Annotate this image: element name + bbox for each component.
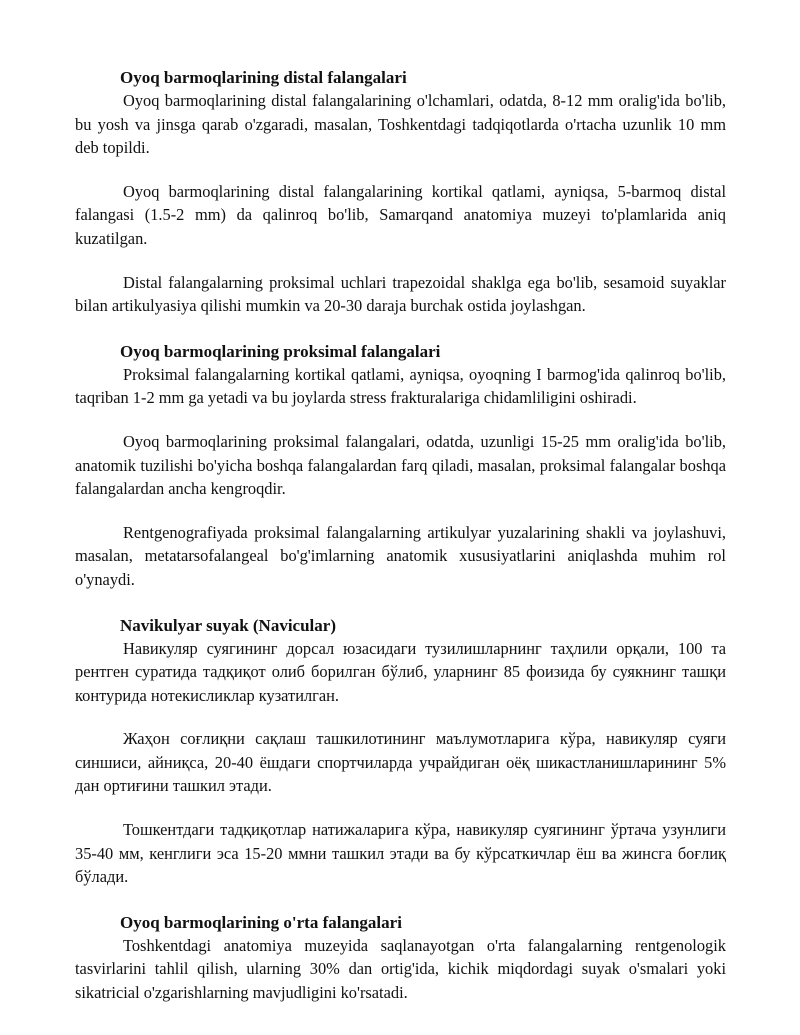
section-heading-distal: Oyoq barmoqlarining distal falangalari	[120, 68, 407, 87]
paragraph: Тошкентдаги тадқиқотлар натижаларига кўра, навикуляр суягининг ўртача узунлиги 35-40 мм, кенглиги эса 15-20 ммни ташкил этади ва бу кўрсаткичлар ёш ва жинсга боғлиқ бўлади.	[75, 820, 726, 887]
paragraph: Toshkentdagi anatomiya muzeyida saqlanayotgan o'rta falangalarning rentgenologik tasvirlarini tahlil qilish, ularning 30% dan ortig'ida, kichik miqdordagi suyak o'smalari yoki sikatricial o'zgarishlarning mavjudligini ko'rsatadi.	[75, 935, 726, 1003]
paragraph: Distal falangalarning proksimal uchlari trapezoidal shaklga ega bo'lib, sesamoid suyaklar bilan artikulyasiya qilishi mumkin va 20-30 daraja burchak ostida joylashgan.	[75, 272, 726, 316]
section-heading-orta: Oyoq barmoqlarining o'rta falangalari	[120, 912, 402, 932]
paragraph: Жаҳон соғлиқни сақлаш ташкилотининг маълумотларига кўра, навикуляр суяги синшиси, айниқса, 20-40 ёшдаги спортчиларда учрайдиган оёқ шикастланишларининг 5% дан ортиғини ташкил этади.	[75, 729, 726, 796]
paragraph: Oyoq barmoqlarining distal falangalarining o'lchamlari, odatda, 8-12 mm oralig'ida bo'lib, bu yosh va jinsga qarab o'zgaradi, masalan, Toshkentdagi tadqiqotlarda o'rtacha uzunlik 10 mm deb topildi.	[75, 91, 726, 158]
paragraph: Oyoq barmoqlarining proksimal falangalari, odatda, uzunligi 15-25 mm oralig'ida bo'lib, anatomik tuzilishi bo'yicha boshqa falangalardan farq qiladi, masalan, proksimal falangalar boshqa falangalardan ancha kengroqdir.	[75, 431, 726, 499]
paragraph: Proksimal falangalarning kortikal qatlami, ayniqsa, oyoqning I barmog'ida qalinroq bo'lib, taqriban 1-2 mm ga yetadi va bu joylarda stress frakturalariga chidamliligini oshiradi.	[75, 364, 726, 408]
paragraph: Rentgenografiyada proksimal falangalarning artikulyar yuzalarining shakli va joylashuvi, masalan, metatarsofalangeal bo'g'imlarning anatomik xususiyatlarini aniqlashda muhim rol o'ynaydi.	[75, 522, 726, 589]
section-heading-navicular: Navikulyar suyak (Navicular)	[120, 615, 336, 635]
paragraph: Навикуляр суягининг дорсал юзасидаги тузилишларнинг таҳлили орқали, 100 та рентген суратида тадқиқот олиб борилган бўлиб, уларнинг 85 фоизида бу суякнинг ташқи контурида нотекисликлар кузатилган.	[75, 638, 726, 705]
document-page	[75, 66, 726, 1005]
section-heading-proksimal: Oyoq barmoqlarining proksimal falangalari	[120, 341, 441, 361]
paragraph: Oyoq barmoqlarining distal falangalarining kortikal qatlami, ayniqsa, 5-barmoq distal falangasi (1.5-2 mm) da qalinroq bo'lib, Samarqand anatomiya muzeyi to'plamlarida aniq kuzatilgan.	[75, 181, 726, 248]
